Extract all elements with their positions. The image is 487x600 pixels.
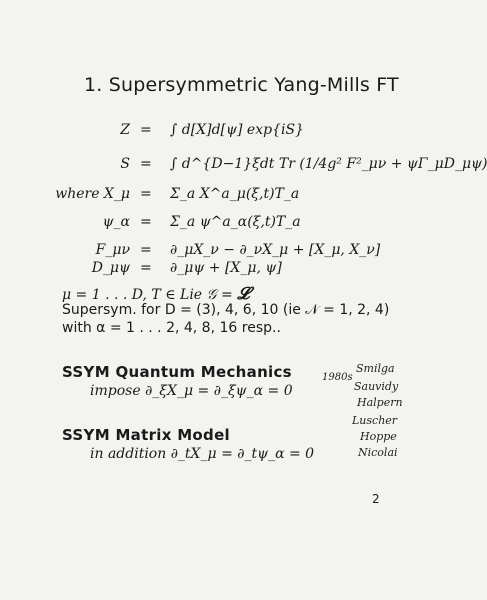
qm-condition: [90, 383, 293, 399]
supersym-line: Supersym. for D = (3), 4, 6, 10 (ie 𝒩 = 1, 2, 4): [62, 302, 390, 318]
equation-lhs: D_μψ: [91, 260, 130, 276]
equation-lhs: ψ_α: [102, 214, 130, 230]
equation-op: =: [140, 260, 152, 276]
handwritten-lie-symbol: 𝓛: [237, 284, 250, 304]
equation-op: =: [140, 122, 152, 138]
equation-x-mu: [0, 186, 435, 210]
equation-rhs: ∂_μX_ν − ∂_νX_μ + [X_μ, X_ν]: [170, 242, 381, 258]
range-text: μ = 1 . . . D, T ∈ Lie 𝒢 =: [62, 287, 238, 303]
handwritten-name: Luscher: [352, 414, 398, 427]
equation-lhs: where X_μ: [55, 186, 130, 202]
equation-op: =: [140, 242, 152, 258]
handwritten-name: Halpern: [357, 396, 403, 409]
handwritten-name: Sauvidy: [354, 380, 399, 393]
section-heading-matrix-model: SSYM Matrix Model: [62, 426, 230, 444]
page-title: 1. Supersymmetric Yang-Mills FT: [84, 74, 399, 96]
range-line: [62, 284, 249, 304]
alpha-line: with α = 1 . . . 2, 4, 8, 16 resp..: [62, 320, 281, 336]
equation-partition-function: [0, 122, 435, 146]
handwritten-name: Smilga: [356, 362, 395, 375]
equation-rhs: Σ_a ψ^a_α(ξ,t)T_a: [170, 214, 301, 230]
equation-rhs: ∂_μψ + [X_μ, ψ]: [170, 260, 282, 276]
handwritten-name: Nicolai: [358, 446, 398, 459]
equation-rhs: Σ_a X^a_μ(ξ,t)T_a: [170, 186, 300, 202]
equation-op: =: [140, 186, 152, 202]
equation-op: =: [140, 214, 152, 230]
mm-condition-text: in addition ∂_tX_μ = ∂_tψ_α = 0: [90, 446, 315, 462]
equation-op: =: [140, 156, 152, 172]
page-number: 2: [372, 492, 380, 506]
equation-lhs: Z: [120, 122, 130, 138]
equation-rhs: ∫ d[X]d[ψ] exp{iS}: [170, 122, 304, 138]
qm-condition-text: impose ∂_ξX_μ = ∂_ξψ_α = 0: [90, 383, 293, 399]
handwritten-year: 1980s: [322, 372, 353, 383]
mm-condition: [90, 446, 314, 462]
equation-psi-alpha: [0, 214, 435, 238]
handwritten-name: Hoppe: [360, 430, 397, 443]
equation-rhs: ∫ d^{D−1}ξdt Tr (1/4g² F²_μν + ψΓ_μD_μψ): [170, 156, 487, 172]
equation-action: [0, 156, 487, 180]
equation-lhs: F_μν: [95, 242, 130, 258]
equation-lhs: S: [120, 156, 130, 172]
section-heading-qm: SSYM Quantum Mechanics: [62, 363, 292, 381]
equation-covariant-derivative: [0, 260, 435, 284]
